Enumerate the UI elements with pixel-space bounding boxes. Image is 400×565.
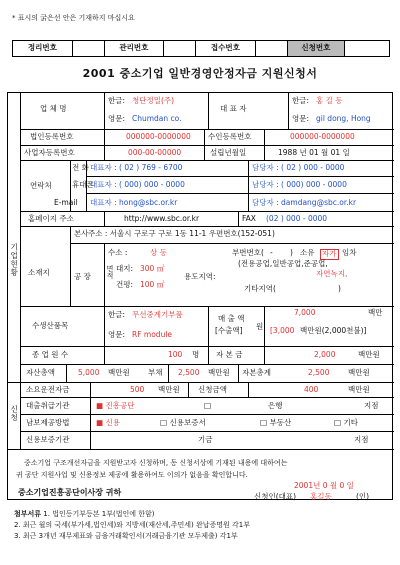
capital-label: 자 본 금 <box>216 350 243 359</box>
declaration-date[interactable]: 2001년 0 월 0 일 <box>294 481 354 490</box>
attachment-2: 2. 최근 월의 국세(부가세,법인세)와 지방세(재산세,주민세) 완납증명원 각1부 <box>14 521 250 530</box>
sales-label: 매 출 액 <box>218 314 245 323</box>
zone-other-end: ) <box>338 284 341 293</box>
employees-unit: 명 <box>192 350 200 359</box>
factory-lot-dash: - <box>270 248 273 257</box>
company-name-ko-prefix: 한글: <box>108 96 126 105</box>
land-label: 대지: <box>116 264 134 273</box>
zone-green[interactable]: 자연녹지, <box>316 269 348 278</box>
collateral-label: 남보제공방법 <box>26 418 70 427</box>
email-manager[interactable]: 담당자 : damdang@sbc.or.kr <box>252 198 357 207</box>
mobile-label: 휴대폰 <box>72 180 94 189</box>
rep-name-ko[interactable]: 홍 길 동 <box>316 96 343 105</box>
needed-funds-unit: 백만원 <box>158 385 180 394</box>
guarantor-label: 신용보증기관 <box>26 435 70 444</box>
mgmt-number-cell <box>164 41 196 56</box>
reg-number-label: 정리번호 <box>13 41 73 56</box>
import-reg-label: 수인등록번호 <box>208 132 252 141</box>
sales-value[interactable]: 7,000 <box>294 308 316 317</box>
import-reg-value[interactable]: 000000-0000000 <box>290 132 355 141</box>
company-name-label: 업 체 명 <box>40 104 67 113</box>
application-side-label: 신청 <box>9 405 19 422</box>
homepage-label: 홈페이지 주소 <box>28 214 74 223</box>
needed-funds-label: 소요운전자금 <box>26 385 70 394</box>
hq-label: 본사 <box>74 229 89 238</box>
office-use-grid <box>12 40 390 57</box>
rep-en-prefix: 영문: <box>292 114 310 123</box>
founded-value[interactable]: 1988 년 01 월 01 일 <box>278 148 350 157</box>
collateral-property-checkbox[interactable]: □ 부동산 <box>260 418 292 427</box>
biz-reg-label: 사업자등록번호 <box>24 148 75 157</box>
form-title: 2001 중소기업 일반경영안정자금 지원신청서 <box>82 67 318 80</box>
zone-label: 용도지역: <box>184 272 216 281</box>
lender-bank-label: 은행 <box>268 401 283 410</box>
lender-branch-label: 지점 <box>364 401 379 410</box>
location-label: 소재지 <box>28 268 50 277</box>
zone-other: 기타지역( <box>244 284 276 293</box>
attachment-3: 3. 최근 3개년 재무제표와 금융거래확인서(거래금융기관 모두제출) 각1부 <box>14 532 238 541</box>
product-en-prefix: 영문: <box>108 330 126 339</box>
area-label: 면적 <box>106 265 115 279</box>
phone-label: 전 화 <box>72 163 89 172</box>
biz-reg-value[interactable]: 000-00-00000 <box>128 148 182 157</box>
request-amount-value[interactable]: 400 <box>304 385 319 394</box>
declaration-line-2: 귀 공단 지원사업 및 신용정보 제공에 활용하여도 이의가 없음을 확인합니다. <box>16 471 248 479</box>
land-value[interactable]: 300 ㎡ <box>140 264 165 273</box>
lender-label: 대출취급기관 <box>26 401 70 410</box>
collateral-credit-checkbox[interactable]: ■ 신용 <box>96 418 120 427</box>
fax-value[interactable]: (02 ) 000 - 0000 <box>266 214 328 223</box>
attachments <box>14 510 394 543</box>
building-value[interactable]: 100 ㎡ <box>140 280 165 289</box>
factory-lot-end: ) <box>290 248 293 257</box>
homepage-value[interactable]: http://www.sbc.or.kr <box>124 214 200 223</box>
reg-number-cell <box>73 41 105 56</box>
assets-label: 자산총액 <box>26 368 55 377</box>
company-status-side-label: 기업현황 <box>9 243 19 277</box>
founded-label: 설립년월일 <box>210 148 247 157</box>
addressee: 중소기업진흥공단이사장 귀하 <box>18 488 122 497</box>
capital-value[interactable]: 2,000 <box>314 350 336 359</box>
applicant-name[interactable]: 홍길동 <box>310 492 332 501</box>
email-label: E-mail <box>54 198 78 207</box>
needed-funds-value[interactable]: 500 <box>130 385 145 394</box>
product-ko[interactable]: 무선중계기부품 <box>132 310 183 319</box>
collateral-guarantee-checkbox[interactable]: □ 신용보증서 <box>160 418 206 427</box>
factory-lot-label: 부번번호( <box>232 248 264 257</box>
factory-label: 공 장 <box>74 272 91 281</box>
collateral-other-checkbox[interactable]: □ 기타 <box>334 418 358 427</box>
debt-label: 부채 <box>148 368 163 377</box>
application-number-label: 신청번호 <box>288 41 346 56</box>
request-amount-unit: 백만원 <box>348 385 370 394</box>
product-en[interactable]: RF module <box>132 330 173 339</box>
employees-label: 종 업 원 수 <box>32 350 69 359</box>
equity-label: 자본총계 <box>242 368 271 377</box>
zone-options: (전용공업,일반공업,준공업, <box>238 259 328 268</box>
mobile-manager[interactable]: 남당자 : ( 000) 000 - 0000 <box>252 180 347 189</box>
export-value[interactable]: [3,000 <box>270 326 295 335</box>
contact-label: 연락처 <box>30 181 52 190</box>
application-form <box>7 92 393 500</box>
instruction-note: * 표시의 굵은선 안은 기재하지 마십시요 <box>12 14 135 22</box>
equity-value[interactable]: 2,500 <box>308 368 330 377</box>
fax-label: FAX <box>242 214 256 223</box>
email-main[interactable]: 대표자 : hong@sbc.or.kr <box>90 198 178 207</box>
company-name-en-prefix: 영문: <box>108 114 126 123</box>
declaration-line-1: 중소기업 구조개선자금을 지원받고자 신청하며, 동 신청서상에 기재된 내용에 대하여는 <box>24 459 288 467</box>
debt-value[interactable]: 2,500 <box>178 368 200 377</box>
attachments-label: 첨부서류 <box>14 510 42 518</box>
assets-value[interactable]: 5,000 <box>78 368 100 377</box>
employees-value[interactable]: 100 <box>168 350 183 359</box>
export-unit: 백만원(2,000천불)] <box>300 326 367 335</box>
phone-manager[interactable]: 담당자 : ( 02 ) 000 - 0000 <box>252 163 345 172</box>
mgmt-number-label: 관리번호 <box>105 41 165 56</box>
sales-unit: 원 <box>256 322 264 331</box>
representative-label: 대 표 자 <box>220 104 247 113</box>
phone-main[interactable]: 대표자 : ( 02 ) 769 - 6700 <box>90 163 183 172</box>
rep-ko-prefix: 한글: <box>292 96 310 105</box>
receipt-number-label: 접수번호 <box>196 41 256 56</box>
sales-unit-2: 백만 <box>368 308 383 317</box>
ownership-owned[interactable]: 자가 <box>322 249 337 258</box>
guarantor-branch: 지점 <box>354 435 369 444</box>
ownership-rent[interactable]: 임차 <box>342 248 357 257</box>
capital-unit: 백만원 <box>358 350 380 359</box>
application-number-cell <box>345 41 389 56</box>
mobile-main[interactable]: 대표자 : ( 000) 000 - 0000 <box>90 180 185 189</box>
company-name-en[interactable]: Chumdan co. <box>132 114 182 123</box>
lender-bank-checkbox[interactable]: □ <box>204 401 212 410</box>
equity-unit: 백만원 <box>348 368 370 377</box>
company-name-ko[interactable]: 청단정밀(주) <box>132 96 175 105</box>
lender-sbc-checkbox[interactable]: ■ 진흥공단 <box>96 401 135 410</box>
ownership-label: 소유 <box>300 248 315 257</box>
request-amount-label: 신청금액 <box>198 385 227 394</box>
assets-unit: 백만원 <box>108 368 130 377</box>
hq-address[interactable]: 주소 : 서울시 구로구 구로 1동 11-1 우편번호(152-051) <box>88 229 275 238</box>
rep-name-en[interactable]: gil dong, Hong <box>316 114 371 123</box>
applicant-label: 신청인(대표) <box>254 492 297 501</box>
seal-mark: (인) <box>356 492 370 501</box>
factory-address-label: 수소 : <box>108 248 128 257</box>
sales-sub-label: [수출액] <box>215 326 243 335</box>
corp-reg-label: 법인등록번호 <box>30 132 74 141</box>
attachment-1: 1. 법인등기부등본 1부(법인에 한함) <box>43 510 155 518</box>
product-label: 수생산품목 <box>32 321 69 330</box>
receipt-number-cell <box>256 41 288 56</box>
product-ko-prefix: 한글: <box>108 310 126 319</box>
corp-reg-value[interactable]: 000000-0000000 <box>126 132 191 141</box>
building-label: 건평: <box>116 280 134 289</box>
factory-address[interactable]: 상 동 <box>150 248 167 257</box>
debt-unit: 백만원 <box>208 368 230 377</box>
guarantor-org: 기금 <box>198 435 213 444</box>
